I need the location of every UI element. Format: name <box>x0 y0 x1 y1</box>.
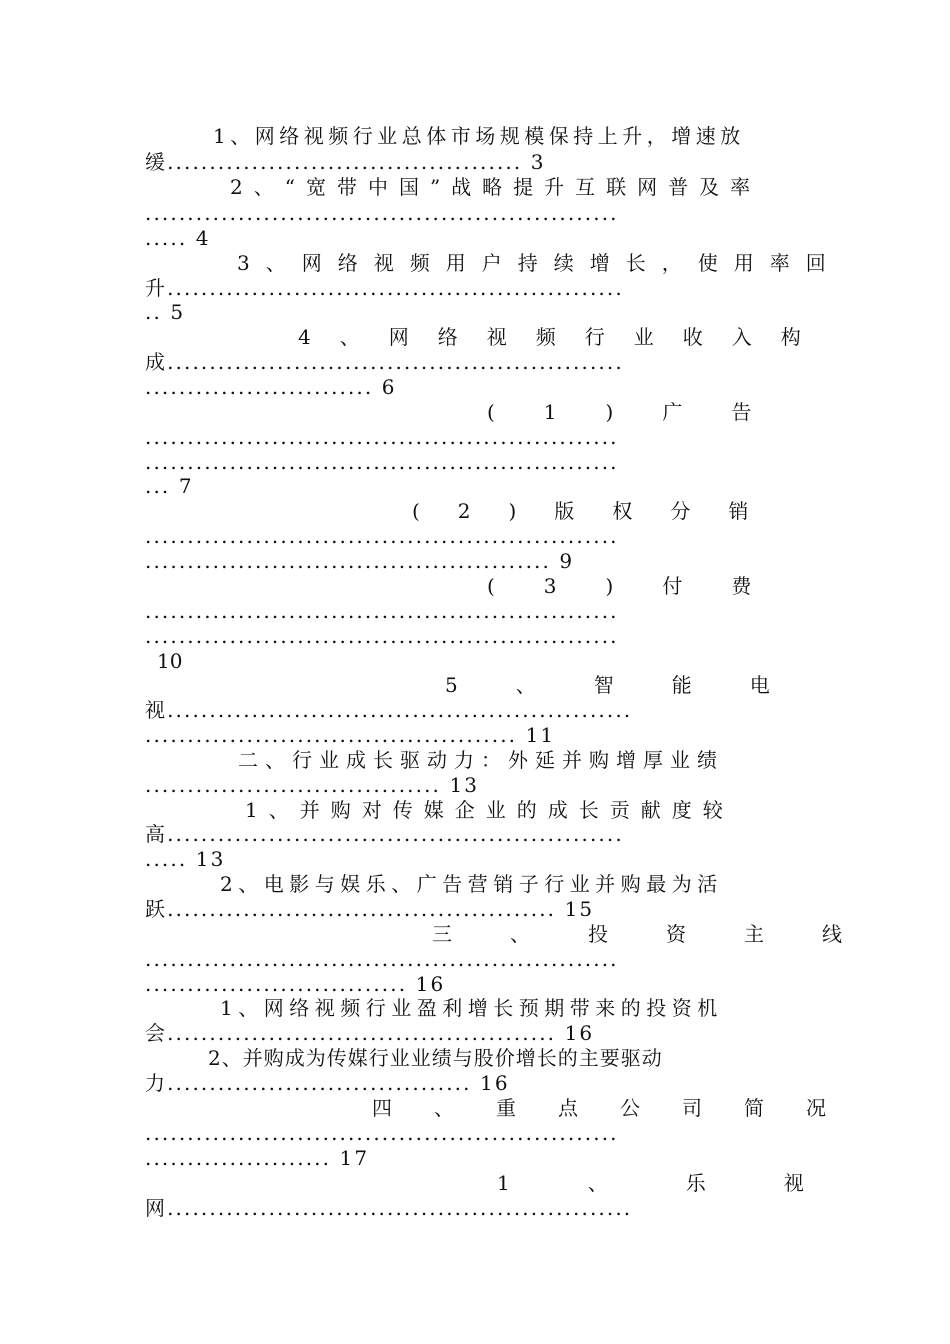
toc-entry-leader: 网....................................................... <box>145 1196 633 1220</box>
toc-entry-leader: 跃.............................................. 15 <box>145 897 595 921</box>
toc-entry-leader: ........................................................ <box>145 624 619 648</box>
toc-entry-leader: ........................................................ <box>145 524 619 548</box>
toc-entry-leader: ...................... 17 <box>145 1146 370 1170</box>
toc-entry-title: 4、网络视频行业收入构 <box>298 325 830 349</box>
toc-entry-leader: ..... 13 <box>145 847 226 871</box>
toc-entry-title: 2、“宽带中国”战略提升互联网普及率 <box>230 175 762 199</box>
toc-entry-leader: ........................................................ <box>145 599 619 623</box>
toc-entry-leader: 缓.......................................... 3 <box>145 150 546 174</box>
toc-chapter-title: 四、重点公司简况 <box>372 1096 868 1120</box>
toc-entry-title: 1、网络视频行业总体市场规模保持上升，增速放 <box>213 124 745 148</box>
toc-entry-leader: 成...................................................... <box>145 350 624 374</box>
toc-entry-title: 5、智能电 <box>445 673 828 697</box>
toc-chapter-title: 二、行业成长驱动力：外延并购增厚业绩 <box>238 748 724 772</box>
toc-entry-leader: ........................................................ <box>145 425 619 449</box>
toc-entry-title: (3)付费 <box>487 574 801 598</box>
toc-entry-leader: ............................................ 11 <box>145 723 556 747</box>
toc-entry-leader: 会.............................................. 16 <box>145 1021 595 1045</box>
toc-entry-title: 1、乐视 <box>497 1171 882 1195</box>
toc-entry-leader: .. 5 <box>145 300 186 324</box>
toc-entry-leader: ................................... 13 <box>145 773 480 797</box>
toc-chapter-title: 三、投资主线 <box>432 922 900 946</box>
toc-entry-leader: ........................................................ <box>145 947 619 971</box>
toc-entry-leader: 力.................................... 16 <box>145 1071 510 1095</box>
toc-entry-leader: ... 7 <box>145 474 194 498</box>
toc-entry-title: 1、网络视频行业盈利增长预期带来的投资机 <box>220 996 723 1020</box>
toc-entry-leader: 升...................................................... <box>145 276 624 300</box>
toc-entry-leader: 视....................................................... <box>145 698 633 722</box>
toc-entry-leader: ............................... 16 <box>145 972 446 996</box>
toc-entry-leader: 高...................................................... <box>145 822 624 846</box>
toc-entry-leader: ........................................................ <box>145 1121 619 1145</box>
toc-entry-title: 1、并购对传媒企业的成长贡献度较 <box>245 798 734 822</box>
toc-entry-leader: ..... 4 <box>145 226 211 250</box>
toc-entry-title: 2、并购成为传媒行业业绩与股价增长的主要驱动 <box>208 1046 663 1070</box>
toc-entry-leader: ........................................................ <box>145 450 619 474</box>
toc-entry-title: (2)版权分销 <box>412 499 787 523</box>
toc-entry-leader: ........................... 6 <box>145 375 397 399</box>
toc-entry-leader: ................................................ 9 <box>145 549 575 573</box>
toc-entry-leader: ........................................................ <box>145 201 619 225</box>
toc-entry-title: (1)广告 <box>487 400 801 424</box>
toc-entry-title: 2、电影与娱乐、广告营销子行业并购最为活 <box>220 872 723 896</box>
toc-entry-title: 3、网络视频用户持续增长，使用率回 <box>237 251 842 275</box>
toc-entry-leader: 10 <box>157 649 183 673</box>
